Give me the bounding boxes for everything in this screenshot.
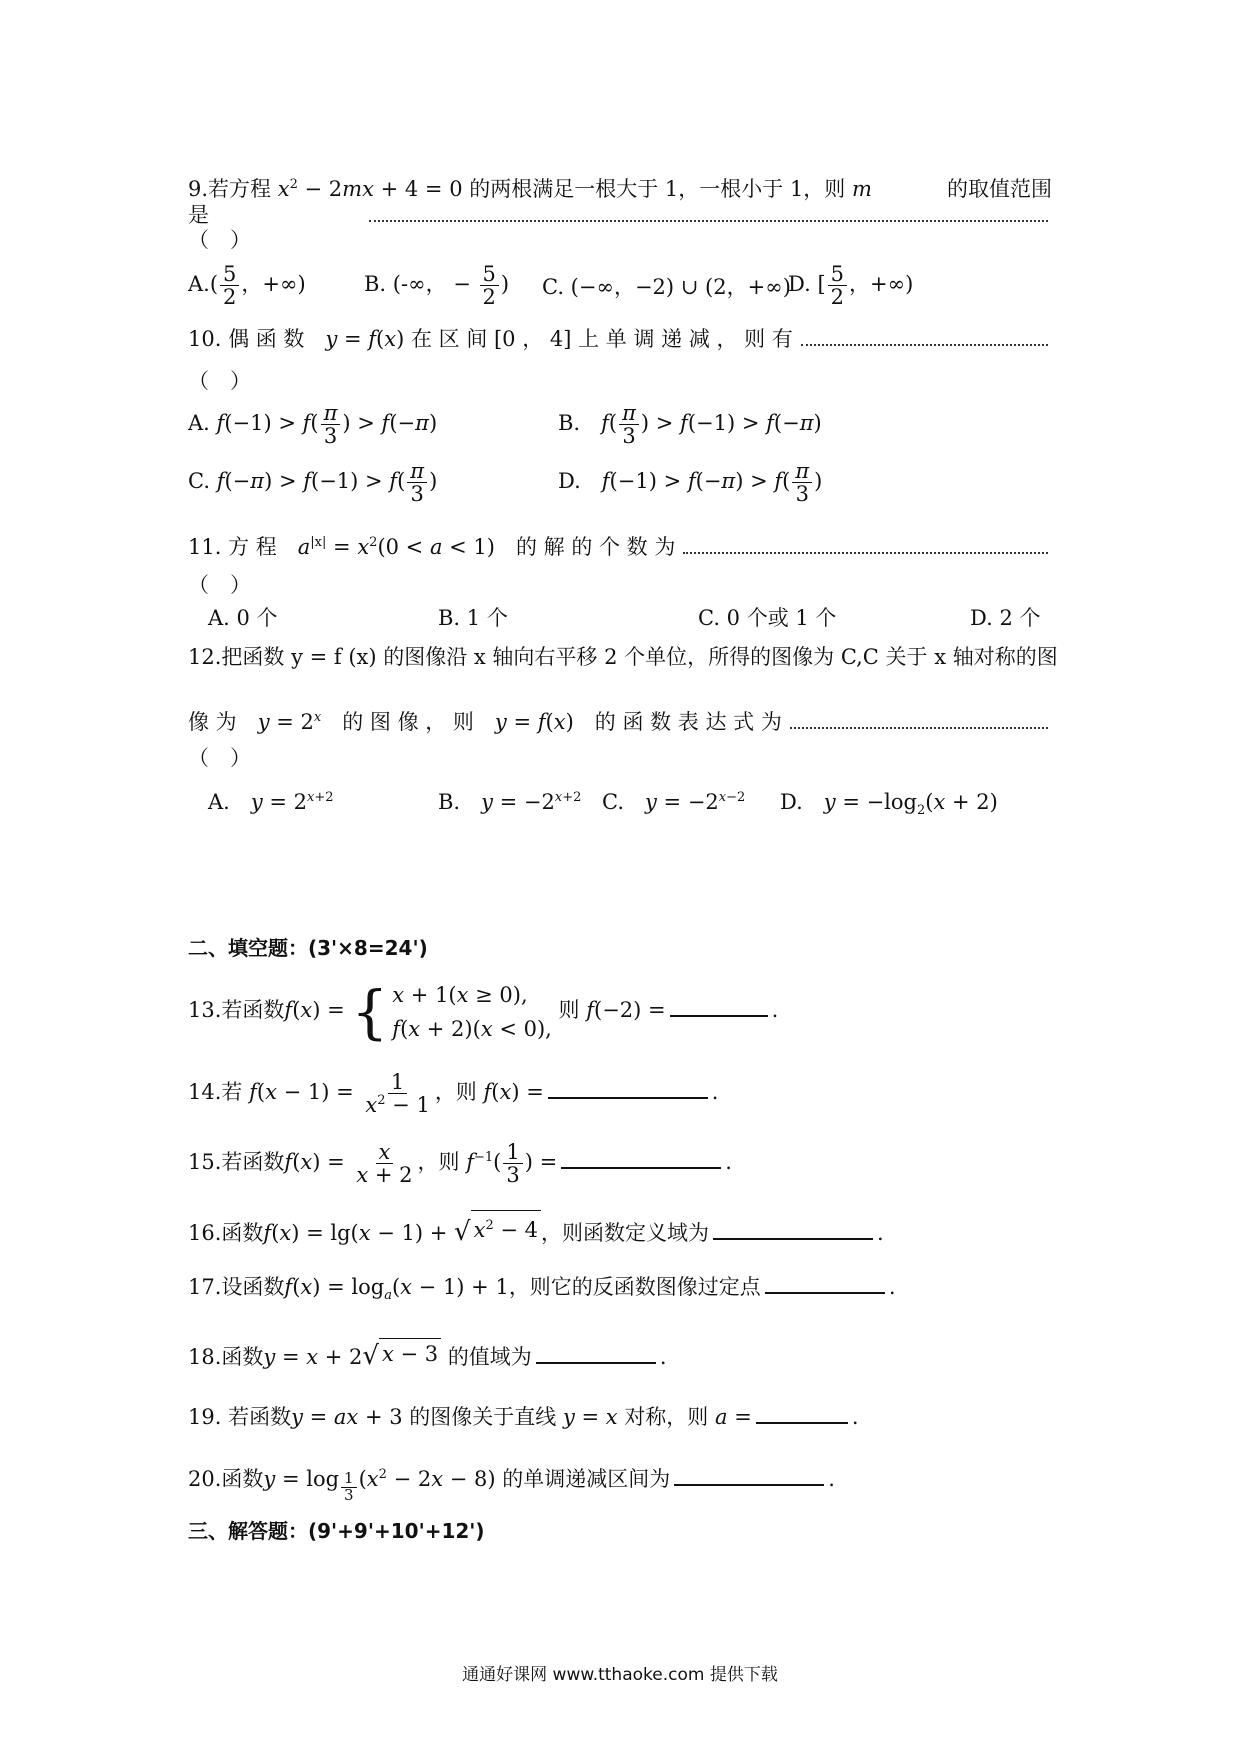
q14-prefix: 14.若 bbox=[188, 1080, 243, 1104]
q16: 16.函数f(x) = lg(x − 1) + √ $x^2 - 4$ ，则函数定义域为 . bbox=[188, 1210, 1052, 1248]
q15: 15.若函数f(x) = $\frac{x}{x + 2}$ ，则 $f^{-1}$( $\frac{1}{3}$ ) = . bbox=[188, 1139, 732, 1187]
q14-then: ，则 bbox=[434, 1080, 477, 1104]
q9-prefix: 9.若方程 bbox=[188, 177, 272, 201]
section-heading-solutions: 三、解答题：(9'+9'+10'+12') bbox=[188, 1519, 485, 1543]
q18-answer-blank[interactable] bbox=[536, 1342, 656, 1364]
q20-prefix: 20.函数 bbox=[188, 1467, 264, 1491]
q19-answer-blank[interactable] bbox=[756, 1402, 848, 1424]
q13-then: 则 bbox=[558, 998, 580, 1022]
q20-then: 的单调递减区间为 bbox=[502, 1467, 671, 1491]
q9-answer-paren: （ ） bbox=[188, 228, 251, 252]
q9-tail: 的取值范围 bbox=[947, 177, 1052, 201]
q16-end: . bbox=[877, 1221, 884, 1245]
q10-option-b: B. f( $\frac{\pi}{3}$ ) > f(−1) > f(−π) bbox=[558, 401, 822, 449]
q11-option-a: A. 0 个 bbox=[208, 606, 278, 630]
q17: 17.设函数$f(x) = \log_a(x - 1) + 1$，则它的反函数图像过定点 . bbox=[188, 1272, 1052, 1311]
q11-option-c: C. 0 个或 1 个 bbox=[698, 606, 837, 630]
q9-suffix: 的两根满足一根大于 1，一根小于 1，则 bbox=[469, 177, 846, 201]
q16-answer-blank[interactable] bbox=[713, 1218, 873, 1240]
q20: 20.函数y = log $_{\frac{1}{3}}$ $(x^2 - 2x - 8)$ 的单调递减区间为 . bbox=[188, 1460, 1052, 1504]
q11-answer-paren: （ ） bbox=[188, 573, 251, 597]
q10-answer-paren: （ ） bbox=[188, 369, 251, 393]
q17-then: ，则它的反函数图像过定点 bbox=[508, 1275, 761, 1299]
q10-prefix: 10. 偶 函 数 bbox=[188, 327, 305, 351]
q15-prefix: 15.若函数 bbox=[188, 1150, 285, 1174]
q9-line1: 9.若方程 $x^2 - 2mx + 4 = 0$ 的两根满足一根大于 1，一根小于 1，则 m 的取值范围 bbox=[188, 170, 1052, 204]
q17-prefix: 17.设函数 bbox=[188, 1275, 285, 1299]
q13-prefix: 13.若函数 bbox=[188, 998, 285, 1022]
q19-prefix: 19. 若函数 bbox=[188, 1405, 292, 1429]
q12-option-b: B. $y = -2^{x+2}$ bbox=[438, 790, 582, 814]
q10-option-c: C. f(−π) > f(−1) > f( $\frac{\pi}{3}$ ) bbox=[188, 459, 438, 507]
dotted-leader bbox=[683, 551, 1048, 554]
q14: 14.若 f(x − 1) = $\frac{1}{x^2 - 1}$ ，则 f(x) = . bbox=[188, 1069, 719, 1117]
section-heading-fill-in: 二、填空题：(3'×8=24') bbox=[188, 936, 428, 960]
q18: 18.函数y = x + 2 √ x − 3 的值域为 . bbox=[188, 1338, 1052, 1372]
q9-option-d: D. [ $\frac{5}{2}$ ，+∞) bbox=[788, 262, 914, 310]
q15-then: ，则 bbox=[417, 1150, 460, 1174]
q11-line1: 11. 方 程 $a^{|x|} = x^2(0 < a < 1)$ 的 解 的 个 数 为 bbox=[188, 528, 1052, 562]
q9-options bbox=[188, 255, 1058, 311]
q18-end: . bbox=[659, 1345, 667, 1369]
q9-option-c: C. (−∞，−2) ∪ (2，+∞) bbox=[542, 275, 791, 299]
q12-option-a: A. $y = 2^{x+2}$ bbox=[208, 790, 334, 814]
q15-answer-blank[interactable] bbox=[561, 1147, 721, 1169]
q19-then2: 对称，则 bbox=[624, 1405, 709, 1429]
q12-line1: 12.把函数 y = f (x) 的图像沿 x 轴向右平移 2 个单位，所得的图像为 C,C 关于 x 轴对称的图 bbox=[188, 645, 1058, 669]
q20-end: . bbox=[828, 1467, 835, 1491]
q9-cont: 是 bbox=[188, 203, 209, 227]
q16-prefix: 16.函数 bbox=[188, 1221, 264, 1245]
q13: 13.若函数f(x) = { x + 1(x ≥ 0), f(x + 2)(x < 0), 则 f(−2) = . bbox=[188, 977, 779, 1046]
dotted-leader bbox=[801, 343, 1048, 346]
q12-answer-paren: （ ） bbox=[188, 746, 251, 770]
q14-answer-blank[interactable] bbox=[548, 1077, 708, 1099]
q17-answer-blank[interactable] bbox=[765, 1272, 885, 1294]
q11-option-d: D. 2 个 bbox=[970, 606, 1041, 630]
q16-then: ，则函数定义域为 bbox=[541, 1221, 710, 1245]
q12-l2a: 像 为 bbox=[188, 710, 237, 734]
q15-end: . bbox=[725, 1150, 732, 1174]
q12-l2c: 的 函 数 表 达 式 为 bbox=[594, 710, 782, 734]
q10-line1: 10. 偶 函 数 y = f(x) 在 区 间 [0 ， 4] 上 单 调 递 减 ， 则 有 bbox=[188, 324, 1052, 354]
q9-option-b: B. (-∞， − $\frac{5}{2}$ ) bbox=[364, 262, 510, 310]
q12-options bbox=[208, 786, 1058, 820]
q12-option-d: D. $y = -\log_2(x + 2)$ bbox=[780, 790, 998, 819]
q20-answer-blank[interactable] bbox=[674, 1464, 824, 1486]
q18-then: 的值域为 bbox=[447, 1345, 532, 1369]
q13-answer-blank[interactable] bbox=[670, 995, 768, 1017]
dotted-leader bbox=[790, 726, 1048, 729]
dotted-leader bbox=[369, 219, 1048, 222]
q14-end: . bbox=[711, 1080, 719, 1104]
q19-end: . bbox=[851, 1405, 859, 1429]
q11-prefix: 11. 方 程 bbox=[188, 535, 277, 559]
q12-option-c: C. $y = -2^{x-2}$ bbox=[602, 790, 746, 814]
q12-line2: 像 为 $y = 2^x$ 的 图 像 ， 则 y = f(x) 的 函 数 表 达 式 为 bbox=[188, 703, 1052, 737]
q19-then: 的图像关于直线 bbox=[409, 1405, 557, 1429]
q11-suffix: 的 解 的 个 数 为 bbox=[515, 535, 676, 559]
q11-options bbox=[208, 602, 1058, 632]
q17-end: . bbox=[888, 1275, 896, 1299]
q12-l2b: 的 图 像 ， 则 bbox=[342, 710, 474, 734]
q10-options bbox=[188, 402, 1058, 532]
q11-option-b: B. 1 个 bbox=[438, 606, 508, 630]
q10-option-d: D. f(−1) > f(−π) > f( $\frac{\pi}{3}$ ) bbox=[558, 459, 823, 507]
q10-option-a: A. f(−1) > f( $\frac{\pi}{3}$ ) > f(−π) bbox=[188, 401, 438, 449]
q18-prefix: 18.函数 bbox=[188, 1345, 264, 1369]
q10-middle: 在 区 间 [0 ， 4] 上 单 调 递 减 ， 则 有 bbox=[410, 327, 793, 351]
q9-option-a: A.( $\frac{5}{2}$ ，+∞) bbox=[188, 262, 306, 310]
q13-end: . bbox=[771, 998, 779, 1022]
q19: 19. 若函数y = ax + 3 的图像关于直线 y = x 对称，则 a = . bbox=[188, 1402, 1052, 1432]
footer-source: 通通好课网 www.tthaoke.com 提供下载 bbox=[462, 1665, 778, 1685]
